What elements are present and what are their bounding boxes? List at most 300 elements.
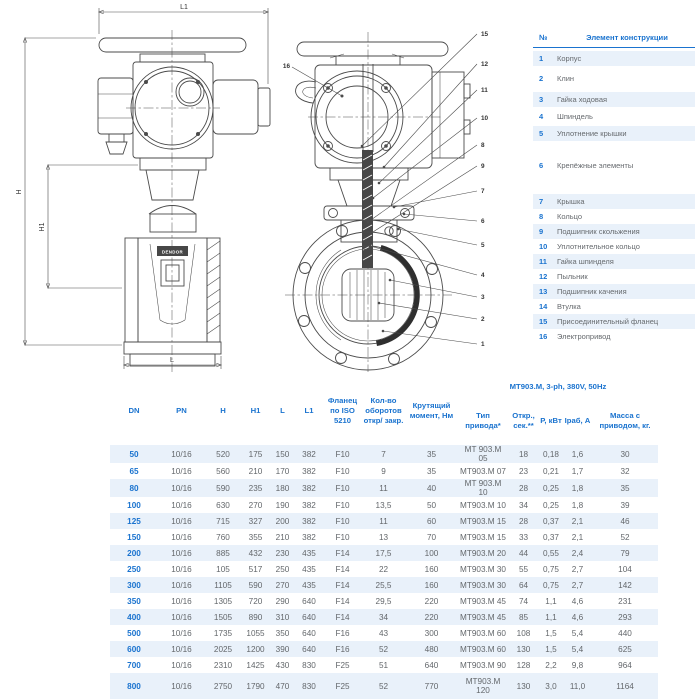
cell-drive-type: MT903.M 90 [460,660,506,670]
cell-l1: 435 [302,564,316,574]
cell-mass: 52 [620,532,630,542]
callout-9: 9 [481,163,485,170]
cell-open-time: 130 [516,644,531,654]
manual-handle [296,81,316,103]
cell-power: 0,25 [543,500,559,510]
cell-dn: 700 [127,660,141,670]
callout-6: 6 [481,218,485,225]
cell-pn: 10/16 [171,644,192,654]
cell-dn: 200 [127,548,141,558]
cell-mass: 440 [618,628,632,638]
part-number: 11 [539,257,547,266]
cell-dn: 800 [127,681,141,691]
callout-11: 11 [481,87,488,94]
cell-current: 2,7 [571,564,584,574]
motor-group-header: MT903.M, 3-ph, 380V, 50Hz [509,382,607,391]
cell-current: 2,1 [571,532,584,542]
part-number: 16 [539,332,548,341]
table-row [110,625,658,641]
cell-h1: 210 [248,466,263,476]
legend-header [533,30,695,48]
part-label: Кольцо [557,212,583,221]
part-label: Присоединительный фланец [557,317,659,326]
part-number: 6 [539,160,544,170]
legend-row [533,92,695,107]
cell-h: 885 [216,548,230,558]
cell-open-time: 23 [518,466,529,476]
cell-h: 760 [216,532,230,542]
cell-current: 1,6 [571,449,584,459]
cell-h1: 1790 [246,681,265,691]
cell-mass: 46 [620,516,630,526]
cell-open-time: 28 [518,483,529,493]
cell-turns: 17,5 [375,548,392,558]
legend-row [533,254,695,269]
part-number: 3 [539,95,544,104]
cell-h1: 720 [248,596,263,606]
cell-torque: 220 [424,596,439,606]
motor-column-header: Откр., сек.** [512,411,535,430]
cell-dn: 350 [127,596,141,606]
legend-row [533,329,695,344]
cell-pn: 10/16 [171,660,192,670]
cell-current: 1,7 [571,466,584,476]
column-header: L [280,405,285,415]
cell-l1: 435 [302,580,316,590]
table-row [110,529,658,545]
spec-table-head [110,376,658,445]
cell-l: 170 [275,466,290,476]
table-row [110,561,658,577]
cell-power: 1,5 [545,628,557,638]
cell-open-time: 34 [518,500,529,510]
legend-row [533,155,695,175]
cell-dn: 300 [127,580,141,590]
cell-l1: 382 [302,516,316,526]
cell-l: 200 [275,516,290,526]
cell-mass: 142 [618,580,632,590]
part-label: Подшипник качения [557,287,627,296]
cell-pn: 10/16 [171,681,192,691]
column-header: Фланец по ISO 5210 [327,395,358,425]
cell-l: 310 [275,612,290,622]
handwheel-side [297,42,448,56]
cell-l: 290 [275,596,290,606]
cell-torque: 70 [426,532,437,542]
cell-h1: 327 [248,516,263,526]
cell-mass: 231 [618,596,632,606]
legend-row [533,51,695,66]
motor-housing [213,80,258,134]
cell-dn: 80 [129,483,139,493]
callout-4: 4 [481,272,485,279]
legend-row [533,239,695,254]
cell-torque: 640 [424,660,439,670]
cell-h: 2025 [213,644,233,654]
cell-l: 430 [275,660,290,670]
cell-open-time: 130 [516,681,531,691]
cell-power: 0,21 [543,466,559,476]
part-label: Гайка ходовая [557,95,608,104]
legend-row [533,194,695,209]
legend-header-num: № [539,33,548,42]
cell-power: 0,55 [543,548,559,558]
callout-16: 16 [282,63,290,70]
cell-turns: 13,5 [375,500,392,510]
cell-torque: 160 [424,564,439,574]
cell-drive-type: MT903.M 15 [460,532,506,542]
part-number: 4 [539,112,544,121]
cell-dn: 500 [127,628,141,638]
cell-flange: F10 [335,532,350,542]
cell-l1: 640 [302,644,316,654]
cell-flange: F16 [335,628,350,638]
brand-label: DENDOR [161,249,184,255]
cell-mass: 964 [618,660,632,670]
part-label: Шпиндель [557,112,593,121]
cell-open-time: 64 [518,580,529,590]
table-row [110,593,658,609]
cell-drive-type: MT903.M 15 [460,516,506,526]
front-view [98,30,270,372]
cell-dn: 150 [127,532,141,542]
cell-open-time: 44 [518,548,529,558]
cell-h: 715 [216,516,230,526]
cell-h: 520 [216,449,230,459]
cell-flange: F10 [335,449,350,459]
dim-label-l1: L1 [180,4,188,11]
cell-flange: F10 [335,516,350,526]
table-row [110,479,658,497]
callout-15: 15 [481,31,489,38]
spec-table-body [110,445,658,699]
table-row [110,445,658,463]
cell-l1: 435 [302,548,316,558]
dimension-lines [16,4,268,369]
cell-power: 0,37 [543,516,559,526]
cell-current: 11,0 [569,681,586,691]
cell-turns: 9 [381,466,386,476]
cell-l: 210 [275,532,290,542]
actuator-body-side [315,65,432,168]
part-label: Уплотнительное кольцо [557,242,640,251]
cell-power: 0,37 [543,532,559,542]
part-label: Электропривод [557,332,611,341]
terminal-box [98,78,133,134]
cell-h1: 1200 [246,644,265,654]
motor-column-header: Масса с приводом, кг. [599,411,651,430]
legend-header-element: Элемент конструкции [586,33,668,42]
column-header: L1 [304,405,314,415]
cell-pn: 10/16 [171,466,192,476]
cell-flange: F14 [335,580,350,590]
cell-pn: 10/16 [171,596,192,606]
cell-torque: 40 [426,483,437,493]
cell-drive-type: MT903.M 45 [460,612,506,622]
parts-legend [533,30,695,344]
cell-current: 2,4 [571,548,584,558]
callout-8: 8 [481,142,485,149]
cell-power: 2,2 [545,660,557,670]
cell-pn: 10/16 [171,500,192,510]
cell-drive-type: MT 903.M 10 [464,479,502,498]
cell-pn: 10/16 [171,628,192,638]
legend-row [533,209,695,224]
cell-turns: 11 [379,483,388,493]
cell-l1: 382 [302,483,316,493]
cell-open-time: 28 [518,516,529,526]
cell-dn: 400 [127,612,141,622]
cell-l: 470 [275,681,290,691]
cell-power: 1,5 [545,644,557,654]
column-header: Кол-во оборотов откр/ закр. [363,395,404,425]
cell-dn: 65 [129,466,139,476]
cell-drive-type: MT903.M 30 [460,564,506,574]
cell-l1: 382 [302,532,316,542]
cell-h: 2750 [213,681,233,691]
cell-torque: 770 [424,681,439,691]
cell-flange: F14 [335,548,350,558]
cell-pn: 10/16 [171,548,192,558]
dim-label-h: H [16,189,23,195]
callout-7: 7 [481,188,485,195]
part-label: Подшипник скольжения [557,227,640,236]
cell-flange: F10 [335,466,350,476]
cell-current: 1,8 [571,500,584,510]
cell-drive-type: MT 903.M 05 [464,445,502,464]
part-number: 1 [539,54,544,63]
cell-drive-type: MT903.M 45 [460,596,506,606]
cell-l: 190 [275,500,290,510]
table-row [110,497,658,513]
cell-dn: 100 [127,500,141,510]
dim-label-h1: H1 [39,222,46,232]
cell-mass: 293 [618,612,632,622]
cell-mass: 39 [620,500,630,510]
cell-h1: 890 [248,612,263,622]
part-label: Гайка шпинделя [557,257,614,266]
cell-power: 0,75 [543,580,559,590]
cell-current: 4,6 [571,612,584,622]
cell-l1: 830 [302,681,316,691]
motor-column-header: P, кВт [540,416,562,425]
part-label: Пыльник [557,272,588,281]
cell-pn: 10/16 [171,483,192,493]
part-number: 12 [539,272,548,281]
legend-row [533,314,695,329]
cell-drive-type: MT903.M 120 [465,677,501,696]
table-row [110,513,658,529]
cell-flange: F16 [335,644,350,654]
cell-flange: F25 [335,660,350,670]
cell-turns: 51 [378,660,389,670]
cell-l: 350 [275,628,290,638]
legend-row [533,109,695,124]
cell-flange: F14 [335,564,350,574]
cell-open-time: 128 [516,660,531,670]
cell-power: 0,25 [543,483,559,493]
table-row [110,641,658,657]
column-header: Крутящий момент, Нм [409,400,454,420]
motor-column-header: Тип привода* [465,411,501,430]
cell-flange: F10 [335,500,350,510]
cell-turns: 43 [378,628,389,638]
part-number: 10 [539,242,548,251]
cell-pn: 10/16 [171,564,192,574]
cell-l1: 382 [302,449,316,459]
cell-l: 150 [275,449,290,459]
cell-turns: 52 [378,644,389,654]
cell-flange: F14 [335,596,350,606]
legend-row [533,269,695,284]
cell-h1: 590 [248,580,263,590]
callout-2: 2 [481,316,485,323]
cell-mass: 35 [620,483,630,493]
cell-current: 9,8 [571,660,584,670]
table-row [110,545,658,561]
part-number: 9 [539,227,544,236]
cell-current: 5,4 [571,628,584,638]
cell-l1: 640 [302,612,316,622]
legend-row [533,126,695,141]
cell-drive-type: MT903.M 60 [460,628,506,638]
cell-torque: 35 [426,466,437,476]
cell-turns: 25,5 [375,580,392,590]
part-label: Клин [557,74,575,83]
part-number: 15 [539,317,548,326]
cell-current: 4,6 [571,596,584,606]
cell-h1: 432 [248,548,263,558]
cell-dn: 50 [129,449,139,459]
cell-l: 250 [275,564,290,574]
cell-dn: 600 [127,644,141,654]
part-number: 13 [539,287,548,296]
cell-torque: 300 [424,628,439,638]
callout-1: 1 [481,341,485,348]
cell-h: 560 [216,466,230,476]
cell-open-time: 18 [518,449,529,459]
cell-power: 1,1 [545,612,557,622]
cell-h: 2310 [213,660,233,670]
callout-3: 3 [481,294,485,301]
cell-power: 0,18 [543,449,559,459]
cell-turns: 22 [378,564,389,574]
handwheel-front [99,38,246,52]
part-label: Уплотнение крышки [557,129,627,138]
cell-mass: 30 [620,449,630,459]
cell-h: 590 [216,483,230,493]
part-number: 8 [539,212,544,221]
cell-h: 630 [216,500,230,510]
cell-h1: 270 [248,500,263,510]
cell-flange: F14 [335,612,350,622]
cell-torque: 35 [426,449,437,459]
part-label: Крышка [557,197,585,206]
cell-h: 1105 [214,580,232,590]
legend-row [533,299,695,314]
dim-label-l: L [170,357,174,364]
motor-column-header: Iраб, A [564,416,591,425]
cell-power: 1,1 [545,596,557,606]
cell-mass: 104 [618,564,632,574]
cell-mass: 79 [620,548,630,558]
cell-current: 2,1 [571,516,584,526]
table-row [110,577,658,593]
cell-torque: 160 [424,580,439,590]
actuator-body-front [133,62,213,158]
side-view [282,32,470,372]
cell-dn: 125 [127,516,141,526]
cell-l1: 830 [302,660,316,670]
part-number: 7 [539,197,544,206]
cell-l: 230 [275,548,290,558]
table-row [110,673,658,699]
cell-h: 1505 [213,612,233,622]
cell-h: 1735 [213,628,233,638]
cell-drive-type: MT903.M 07 [460,466,506,476]
cell-open-time: 108 [516,628,531,638]
cell-torque: 220 [424,612,439,622]
cell-h1: 235 [248,483,263,493]
cell-torque: 480 [424,644,439,654]
cell-pn: 10/16 [171,580,192,590]
cell-pn: 10/16 [171,532,192,542]
cell-pn: 10/16 [171,449,192,459]
cell-l: 180 [275,483,290,493]
spec-table [110,376,658,699]
cell-h: 1305 [213,596,233,606]
cell-drive-type: MT903.M 20 [460,548,506,558]
cell-drive-type: MT903.M 60 [460,644,506,654]
cell-l1: 640 [302,628,316,638]
cell-open-time: 85 [518,612,529,622]
cell-torque: 50 [426,500,437,510]
cell-l: 390 [275,644,290,654]
cell-power: 0,75 [543,564,559,574]
legend-rows [533,51,695,344]
part-number: 5 [539,129,544,138]
cell-mass: 32 [620,466,630,476]
cell-turns: 29,5 [375,596,392,606]
cell-h1: 355 [248,532,263,542]
legend-row [533,71,695,86]
cell-flange: F10 [335,483,350,493]
cell-l1: 382 [302,466,316,476]
cell-open-time: 33 [518,532,529,542]
cell-current: 2,7 [571,580,584,590]
legend-row [533,224,695,239]
cell-torque: 100 [424,548,439,558]
cell-h1: 1055 [246,628,265,638]
table-row [110,609,658,625]
cell-mass: 1164 [616,681,634,691]
cell-turns: 7 [381,449,386,459]
cell-power: 3,0 [545,681,557,691]
cell-pn: 10/16 [171,516,192,526]
cell-turns: 34 [378,612,389,622]
cell-drive-type: MT903.M 30 [460,580,506,590]
cell-h: 105 [216,564,230,574]
valve-technical-drawing [0,0,533,375]
cell-h1: 1425 [246,660,265,670]
cell-turns: 13 [378,532,389,542]
callout-12: 12 [481,61,489,68]
cell-drive-type: MT903.M 10 [460,500,506,510]
cell-open-time: 55 [518,564,529,574]
cell-l: 270 [275,580,290,590]
cell-current: 1,8 [571,483,584,493]
cell-l1: 382 [302,500,316,510]
